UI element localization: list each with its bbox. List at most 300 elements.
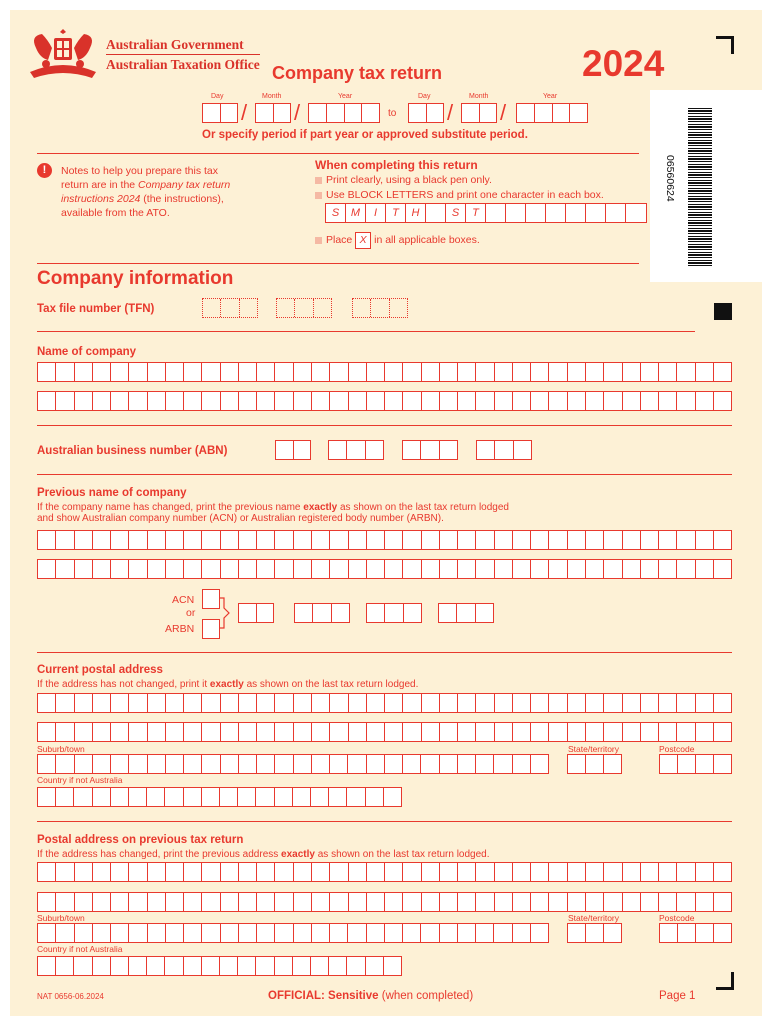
char-cell[interactable]	[257, 392, 275, 410]
char-cell[interactable]	[586, 531, 604, 549]
postcode-field[interactable]	[659, 754, 732, 774]
char-cell[interactable]	[422, 723, 440, 741]
char-cell[interactable]	[275, 788, 293, 806]
char-cell[interactable]	[549, 694, 567, 712]
char-cell[interactable]	[604, 531, 622, 549]
char-cell[interactable]	[714, 863, 731, 881]
char-cell[interactable]	[659, 863, 677, 881]
char-cell[interactable]	[38, 723, 56, 741]
char-cell[interactable]	[202, 560, 220, 578]
char-cell[interactable]	[294, 560, 312, 578]
char-cell[interactable]	[568, 560, 586, 578]
char-cell[interactable]	[93, 788, 111, 806]
char-cell[interactable]	[696, 755, 714, 773]
char-cell[interactable]	[93, 363, 111, 381]
char-cell[interactable]	[659, 531, 677, 549]
char-cell[interactable]	[93, 723, 111, 741]
char-cell[interactable]	[166, 560, 184, 578]
char-cell[interactable]	[38, 788, 56, 806]
char-cell[interactable]	[641, 560, 659, 578]
acn-field-2[interactable]	[294, 603, 350, 623]
char-cell[interactable]	[330, 363, 348, 381]
char-cell[interactable]	[75, 893, 93, 911]
char-cell[interactable]	[349, 560, 367, 578]
char-cell[interactable]	[385, 893, 403, 911]
char-cell[interactable]	[148, 924, 166, 942]
char-cell[interactable]	[184, 863, 202, 881]
char-cell[interactable]	[677, 392, 695, 410]
char-cell[interactable]	[93, 392, 111, 410]
char-cell[interactable]	[257, 531, 275, 549]
char-cell[interactable]	[38, 893, 56, 911]
char-cell[interactable]	[495, 694, 513, 712]
char-cell[interactable]	[202, 957, 220, 975]
char-cell[interactable]	[586, 694, 604, 712]
char-cell[interactable]	[440, 924, 458, 942]
char-cell[interactable]	[166, 863, 184, 881]
char-cell[interactable]	[696, 560, 714, 578]
char-cell[interactable]	[385, 723, 403, 741]
char-cell[interactable]	[604, 560, 622, 578]
char-cell[interactable]	[330, 531, 348, 549]
tfn-field-1[interactable]	[202, 298, 258, 318]
char-cell[interactable]	[329, 788, 347, 806]
char-cell[interactable]	[56, 694, 74, 712]
char-cell[interactable]	[312, 531, 330, 549]
char-cell[interactable]	[422, 392, 440, 410]
char-cell[interactable]	[440, 893, 458, 911]
char-cell[interactable]	[458, 363, 476, 381]
char-cell[interactable]	[403, 392, 421, 410]
char-cell[interactable]	[531, 863, 549, 881]
char-cell[interactable]	[38, 694, 56, 712]
char-cell[interactable]	[129, 723, 147, 741]
char-cell[interactable]	[202, 723, 220, 741]
char-cell[interactable]	[696, 863, 714, 881]
char-cell[interactable]	[586, 863, 604, 881]
char-cell[interactable]	[440, 755, 458, 773]
char-cell[interactable]	[347, 788, 365, 806]
char-cell[interactable]	[696, 924, 714, 942]
char-cell[interactable]	[239, 863, 257, 881]
char-cell[interactable]	[403, 363, 421, 381]
char-cell[interactable]	[677, 560, 695, 578]
char-cell[interactable]	[202, 863, 220, 881]
char-cell[interactable]	[312, 924, 330, 942]
char-cell[interactable]	[623, 363, 641, 381]
char-cell[interactable]	[238, 957, 256, 975]
char-cell[interactable]	[184, 957, 202, 975]
char-cell[interactable]	[312, 694, 330, 712]
char-cell[interactable]	[604, 924, 621, 942]
char-cell[interactable]	[531, 924, 548, 942]
char-cell[interactable]	[184, 560, 202, 578]
char-cell[interactable]	[385, 694, 403, 712]
char-cell[interactable]	[75, 531, 93, 549]
char-cell[interactable]	[513, 863, 531, 881]
char-cell[interactable]	[330, 755, 348, 773]
char-cell[interactable]	[312, 392, 330, 410]
char-cell[interactable]	[38, 363, 56, 381]
char-cell[interactable]	[184, 363, 202, 381]
char-cell[interactable]	[476, 723, 494, 741]
char-cell[interactable]	[293, 788, 311, 806]
char-cell[interactable]	[294, 694, 312, 712]
char-cell[interactable]	[678, 755, 696, 773]
char-cell[interactable]	[384, 957, 401, 975]
char-cell[interactable]	[184, 788, 202, 806]
char-cell[interactable]	[148, 893, 166, 911]
char-cell[interactable]	[696, 392, 714, 410]
suburb-field[interactable]	[37, 754, 549, 774]
char-cell[interactable]	[385, 924, 403, 942]
char-cell[interactable]	[239, 392, 257, 410]
abn-field-4[interactable]	[476, 440, 532, 460]
char-cell[interactable]	[221, 924, 239, 942]
char-cell[interactable]	[568, 392, 586, 410]
char-cell[interactable]	[166, 924, 184, 942]
char-cell[interactable]	[275, 363, 293, 381]
char-cell[interactable]	[385, 392, 403, 410]
char-cell[interactable]	[494, 924, 512, 942]
char-cell[interactable]	[568, 893, 586, 911]
char-cell[interactable]	[422, 694, 440, 712]
char-cell[interactable]	[604, 694, 622, 712]
char-cell[interactable]	[440, 694, 458, 712]
char-cell[interactable]	[714, 924, 731, 942]
char-cell[interactable]	[385, 863, 403, 881]
char-cell[interactable]	[275, 893, 293, 911]
char-cell[interactable]	[659, 392, 677, 410]
char-cell[interactable]	[531, 893, 549, 911]
char-cell[interactable]	[367, 893, 385, 911]
char-cell[interactable]	[93, 560, 111, 578]
company-name-line-2[interactable]	[37, 391, 732, 411]
char-cell[interactable]	[221, 755, 239, 773]
char-cell[interactable]	[349, 863, 367, 881]
char-cell[interactable]	[696, 723, 714, 741]
char-cell[interactable]	[56, 957, 74, 975]
arbn-checkbox[interactable]	[202, 619, 220, 639]
char-cell[interactable]	[221, 531, 239, 549]
char-cell[interactable]	[568, 694, 586, 712]
char-cell[interactable]	[148, 863, 166, 881]
char-cell[interactable]	[239, 531, 257, 549]
char-cell[interactable]	[403, 694, 421, 712]
char-cell[interactable]	[586, 560, 604, 578]
char-cell[interactable]	[714, 723, 731, 741]
char-cell[interactable]	[696, 363, 714, 381]
char-cell[interactable]	[239, 363, 257, 381]
char-cell[interactable]	[422, 363, 440, 381]
char-cell[interactable]	[531, 694, 549, 712]
char-cell[interactable]	[623, 694, 641, 712]
char-cell[interactable]	[349, 694, 367, 712]
char-cell[interactable]	[56, 723, 74, 741]
char-cell[interactable]	[604, 755, 621, 773]
char-cell[interactable]	[458, 694, 476, 712]
char-cell[interactable]	[568, 723, 586, 741]
char-cell[interactable]	[294, 924, 312, 942]
char-cell[interactable]	[166, 392, 184, 410]
char-cell[interactable]	[221, 863, 239, 881]
char-cell[interactable]	[56, 893, 74, 911]
char-cell[interactable]	[148, 694, 166, 712]
char-cell[interactable]	[403, 755, 421, 773]
char-cell[interactable]	[531, 755, 548, 773]
char-cell[interactable]	[184, 531, 202, 549]
country-field[interactable]	[37, 787, 402, 807]
char-cell[interactable]	[221, 893, 239, 911]
prev-country-field[interactable]	[37, 956, 402, 976]
char-cell[interactable]	[586, 755, 604, 773]
char-cell[interactable]	[275, 723, 293, 741]
char-cell[interactable]	[184, 924, 202, 942]
to-month-field[interactable]	[461, 103, 497, 123]
char-cell[interactable]	[403, 863, 421, 881]
char-cell[interactable]	[257, 560, 275, 578]
char-cell[interactable]	[111, 863, 129, 881]
char-cell[interactable]	[349, 893, 367, 911]
char-cell[interactable]	[38, 560, 56, 578]
char-cell[interactable]	[93, 957, 111, 975]
char-cell[interactable]	[367, 363, 385, 381]
char-cell[interactable]	[586, 723, 604, 741]
char-cell[interactable]	[294, 531, 312, 549]
char-cell[interactable]	[111, 924, 129, 942]
char-cell[interactable]	[184, 893, 202, 911]
char-cell[interactable]	[476, 531, 494, 549]
char-cell[interactable]	[349, 363, 367, 381]
char-cell[interactable]	[659, 694, 677, 712]
char-cell[interactable]	[714, 392, 731, 410]
char-cell[interactable]	[93, 893, 111, 911]
char-cell[interactable]	[623, 723, 641, 741]
char-cell[interactable]	[696, 893, 714, 911]
char-cell[interactable]	[440, 560, 458, 578]
char-cell[interactable]	[239, 694, 257, 712]
to-year-field[interactable]	[516, 103, 588, 123]
char-cell[interactable]	[659, 560, 677, 578]
char-cell[interactable]	[75, 694, 93, 712]
char-cell[interactable]	[495, 863, 513, 881]
char-cell[interactable]	[56, 924, 74, 942]
char-cell[interactable]	[294, 893, 312, 911]
char-cell[interactable]	[513, 560, 531, 578]
previous-name-line-1[interactable]	[37, 530, 732, 550]
char-cell[interactable]	[38, 531, 56, 549]
char-cell[interactable]	[147, 788, 165, 806]
acn-field-1[interactable]	[238, 603, 274, 623]
char-cell[interactable]	[476, 694, 494, 712]
char-cell[interactable]	[604, 863, 622, 881]
char-cell[interactable]	[440, 392, 458, 410]
char-cell[interactable]	[367, 863, 385, 881]
char-cell[interactable]	[221, 694, 239, 712]
tfn-field-3[interactable]	[352, 298, 408, 318]
char-cell[interactable]	[714, 694, 731, 712]
char-cell[interactable]	[202, 531, 220, 549]
postal-address-line-2[interactable]	[37, 722, 732, 742]
char-cell[interactable]	[513, 363, 531, 381]
char-cell[interactable]	[586, 392, 604, 410]
char-cell[interactable]	[38, 392, 56, 410]
char-cell[interactable]	[659, 723, 677, 741]
char-cell[interactable]	[275, 924, 293, 942]
char-cell[interactable]	[549, 560, 567, 578]
char-cell[interactable]	[531, 560, 549, 578]
char-cell[interactable]	[660, 924, 678, 942]
char-cell[interactable]	[166, 755, 184, 773]
prev-postal-line-2[interactable]	[37, 892, 732, 912]
char-cell[interactable]	[440, 363, 458, 381]
char-cell[interactable]	[111, 723, 129, 741]
char-cell[interactable]	[166, 723, 184, 741]
char-cell[interactable]	[257, 863, 275, 881]
char-cell[interactable]	[347, 957, 365, 975]
char-cell[interactable]	[275, 694, 293, 712]
char-cell[interactable]	[458, 863, 476, 881]
char-cell[interactable]	[549, 363, 567, 381]
char-cell[interactable]	[677, 893, 695, 911]
char-cell[interactable]	[312, 863, 330, 881]
char-cell[interactable]	[568, 531, 586, 549]
char-cell[interactable]	[677, 694, 695, 712]
char-cell[interactable]	[458, 924, 476, 942]
char-cell[interactable]	[476, 392, 494, 410]
char-cell[interactable]	[202, 788, 220, 806]
char-cell[interactable]	[111, 531, 129, 549]
char-cell[interactable]	[275, 531, 293, 549]
char-cell[interactable]	[385, 531, 403, 549]
char-cell[interactable]	[312, 723, 330, 741]
char-cell[interactable]	[56, 788, 74, 806]
char-cell[interactable]	[330, 560, 348, 578]
char-cell[interactable]	[696, 531, 714, 549]
char-cell[interactable]	[257, 363, 275, 381]
char-cell[interactable]	[111, 560, 129, 578]
char-cell[interactable]	[403, 531, 421, 549]
char-cell[interactable]	[294, 863, 312, 881]
char-cell[interactable]	[293, 957, 311, 975]
char-cell[interactable]	[148, 755, 166, 773]
char-cell[interactable]	[422, 560, 440, 578]
char-cell[interactable]	[148, 560, 166, 578]
char-cell[interactable]	[604, 723, 622, 741]
char-cell[interactable]	[586, 363, 604, 381]
char-cell[interactable]	[221, 363, 239, 381]
char-cell[interactable]	[184, 723, 202, 741]
postal-address-line-1[interactable]	[37, 693, 732, 713]
char-cell[interactable]	[513, 893, 531, 911]
char-cell[interactable]	[422, 863, 440, 881]
char-cell[interactable]	[38, 924, 56, 942]
from-month-field[interactable]	[255, 103, 291, 123]
char-cell[interactable]	[476, 893, 494, 911]
char-cell[interactable]	[677, 863, 695, 881]
char-cell[interactable]	[220, 788, 238, 806]
abn-field-1[interactable]	[275, 440, 311, 460]
char-cell[interactable]	[257, 924, 275, 942]
char-cell[interactable]	[476, 924, 494, 942]
char-cell[interactable]	[256, 957, 274, 975]
char-cell[interactable]	[166, 531, 184, 549]
char-cell[interactable]	[311, 957, 329, 975]
char-cell[interactable]	[56, 531, 74, 549]
char-cell[interactable]	[257, 723, 275, 741]
char-cell[interactable]	[495, 893, 513, 911]
char-cell[interactable]	[75, 924, 93, 942]
char-cell[interactable]	[403, 560, 421, 578]
char-cell[interactable]	[93, 924, 111, 942]
char-cell[interactable]	[148, 363, 166, 381]
char-cell[interactable]	[93, 863, 111, 881]
char-cell[interactable]	[641, 893, 659, 911]
char-cell[interactable]	[311, 788, 329, 806]
abn-field-2[interactable]	[328, 440, 384, 460]
char-cell[interactable]	[166, 363, 184, 381]
char-cell[interactable]	[641, 531, 659, 549]
char-cell[interactable]	[714, 893, 731, 911]
char-cell[interactable]	[531, 363, 549, 381]
char-cell[interactable]	[513, 924, 531, 942]
char-cell[interactable]	[696, 694, 714, 712]
char-cell[interactable]	[549, 863, 567, 881]
char-cell[interactable]	[494, 755, 512, 773]
char-cell[interactable]	[348, 755, 366, 773]
char-cell[interactable]	[275, 392, 293, 410]
char-cell[interactable]	[623, 560, 641, 578]
char-cell[interactable]	[330, 863, 348, 881]
char-cell[interactable]	[660, 755, 678, 773]
char-cell[interactable]	[385, 363, 403, 381]
prev-postal-line-1[interactable]	[37, 862, 732, 882]
char-cell[interactable]	[476, 363, 494, 381]
char-cell[interactable]	[294, 755, 312, 773]
char-cell[interactable]	[568, 755, 586, 773]
char-cell[interactable]	[440, 863, 458, 881]
char-cell[interactable]	[440, 723, 458, 741]
char-cell[interactable]	[549, 893, 567, 911]
char-cell[interactable]	[549, 531, 567, 549]
char-cell[interactable]	[238, 788, 256, 806]
char-cell[interactable]	[349, 723, 367, 741]
char-cell[interactable]	[568, 924, 586, 942]
char-cell[interactable]	[257, 694, 275, 712]
char-cell[interactable]	[367, 924, 385, 942]
char-cell[interactable]	[403, 723, 421, 741]
char-cell[interactable]	[111, 392, 129, 410]
char-cell[interactable]	[367, 392, 385, 410]
char-cell[interactable]	[75, 755, 93, 773]
char-cell[interactable]	[714, 560, 731, 578]
char-cell[interactable]	[184, 755, 202, 773]
char-cell[interactable]	[385, 755, 403, 773]
char-cell[interactable]	[129, 893, 147, 911]
char-cell[interactable]	[166, 694, 184, 712]
char-cell[interactable]	[312, 363, 330, 381]
acn-field-4[interactable]	[438, 603, 494, 623]
char-cell[interactable]	[312, 893, 330, 911]
char-cell[interactable]	[678, 924, 696, 942]
char-cell[interactable]	[367, 694, 385, 712]
char-cell[interactable]	[75, 363, 93, 381]
company-name-line-1[interactable]	[37, 362, 732, 382]
tfn-field-2[interactable]	[276, 298, 332, 318]
char-cell[interactable]	[568, 363, 586, 381]
char-cell[interactable]	[367, 560, 385, 578]
char-cell[interactable]	[422, 893, 440, 911]
